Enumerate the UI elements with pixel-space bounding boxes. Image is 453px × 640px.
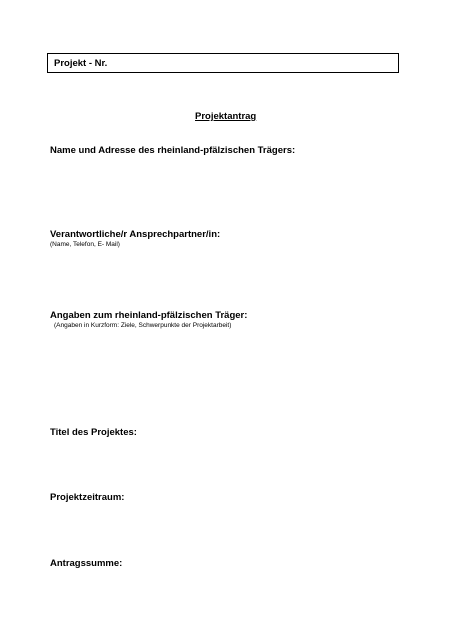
- project-period-label: Projektzeitraum:: [50, 492, 125, 503]
- responsible-person-hint: (Name, Telefon, E- Mail): [50, 241, 120, 248]
- application-sum-label: Antragssumme:: [50, 558, 123, 569]
- name-address-label: Name und Adresse des rheinland-pfälzischen Trägers:: [50, 145, 296, 156]
- carrier-info-label: Angaben zum rheinland-pfälzischen Träger:: [50, 310, 248, 321]
- carrier-info-hint: (Angaben in Kurzform: Ziele, Schwerpunkte der Projektarbeit): [54, 322, 232, 329]
- project-number-field[interactable]: [47, 53, 399, 73]
- project-title-label: Titel des Projektes:: [50, 427, 137, 438]
- responsible-person-label: Verantwortliche/r Ansprechpartner/in:: [50, 229, 221, 240]
- project-number-label: Projekt - Nr.: [54, 58, 108, 69]
- document-title: Projektantrag: [195, 111, 257, 122]
